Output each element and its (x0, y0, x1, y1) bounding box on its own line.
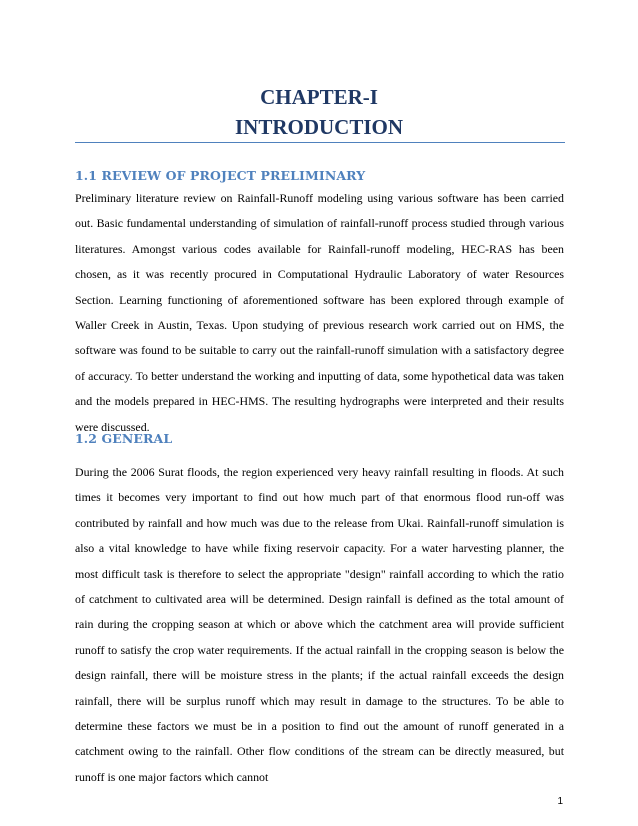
section-body-general: During the 2006 Surat floods, the region experienced very heavy rainfall resulting in floods. At such times it becomes very important to find out how much part of that enormous flood run-off was contributed by rainfall and how much was due to the release from Ukai. Rainfall-runoff simulation is also a vital knowledge to have while fixing reservoir capacity. For a water harvesting planner, the most difficult task is therefore to select the appropriate "design" rainfall according to which the ratio of catchment to cultivated area will be determined. Design rainfall is defined as the total amount of rain during the cropping season at which or above which the catchment area will provide sufficient runoff to satisfy the crop water requirements. If the actual rainfall in the cropping season is below the design rainfall, there will be moisture stress in the plants; if the actual rainfall exceeds the design rainfall, there will be surplus runoff which may result in damage to the structures. To be able to determine these factors we must be in a position to find out the amount of runoff generated in a catchment owing to the rainfall. Other flow conditions of the stream can be directly measured, but runoff is one major factors which cannot (75, 465, 564, 784)
chapter-title: INTRODUCTION (234, 115, 404, 139)
section-body-review: Preliminary literature review on Rainfall-Runoff modeling using various software has been carried out. Basic fundamental understanding of simulation of rainfall-runoff process studied through various literatures. Amongst various codes available for Rainfall-runoff modeling, HEC-RAS has been chosen, as it was recently procured in Computational Hydraulic Laboratory of water Resources Section. Learning functioning of aforementioned software has been explored through example of Waller Creek in Austin, Texas. Upon studying of previous research work carried out on HMS, the software was found to be suitable to carry out the rainfall-runoff simulation with a satisfactory degree of accuracy. To better understand the working and inputting of data, some hypothetical data was taken and the models prepared in HEC-HMS. The resulting hydrographs were interpreted and their results were discussed. (75, 191, 564, 434)
title-divider (75, 142, 565, 143)
section-heading-general: 1.2 GENERAL (75, 431, 173, 446)
chapter-label: CHAPTER-I (260, 85, 378, 109)
page-number: 1 (557, 796, 563, 807)
section-heading-review: 1.1 REVIEW OF PROJECT PRELIMINARY (75, 168, 366, 183)
